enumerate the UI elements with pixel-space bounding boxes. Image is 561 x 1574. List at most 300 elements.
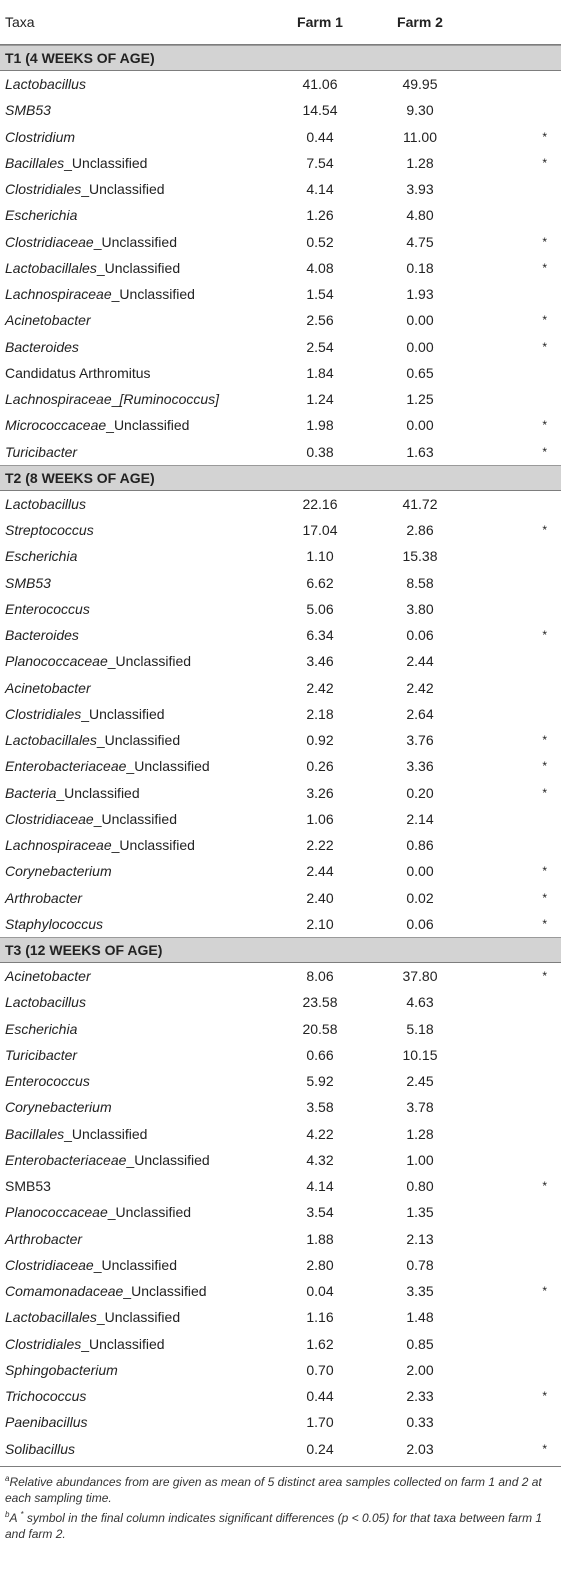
- farm-1-value: 0.24: [306, 1440, 334, 1457]
- table-row: [0, 1357, 561, 1383]
- table-row: [0, 858, 561, 884]
- farm-1-value: 4.14: [306, 181, 334, 198]
- section-header: T3 (12 WEEKS OF AGE): [0, 937, 561, 963]
- farm-2-value: 0.00: [406, 417, 434, 434]
- table-row: [0, 963, 561, 989]
- significance-marker: *: [542, 523, 547, 538]
- taxa-name: [0, 1257, 270, 1273]
- farm-2-value: 0.06: [406, 915, 434, 932]
- taxa-name: [0, 1073, 270, 1089]
- taxa-name: [0, 1231, 270, 1247]
- significance-marker: *: [542, 129, 547, 144]
- taxa-name: [0, 1178, 270, 1194]
- taxa-name-part: Planococcaceae: [5, 653, 108, 670]
- farm-1-value: 0.04: [306, 1283, 334, 1300]
- farm-2-value: 0.78: [406, 1256, 434, 1273]
- table-row: [0, 648, 561, 674]
- table-row: [0, 97, 561, 123]
- taxa-name-part: SMB53: [5, 1178, 51, 1195]
- significance-marker: *: [542, 969, 547, 984]
- taxa-name-part: Acinetobacter: [5, 312, 91, 329]
- taxa-name-part: _Unclassified: [107, 653, 192, 670]
- farm-2-value: 3.80: [406, 600, 434, 617]
- table-row: [0, 202, 561, 228]
- table-row: [0, 1409, 561, 1435]
- taxa-name: [0, 207, 270, 223]
- significance-marker: *: [542, 864, 547, 879]
- taxa-name: [0, 286, 270, 302]
- table-row: [0, 229, 561, 255]
- taxa-name-part: _Unclassified: [126, 1151, 210, 1168]
- taxa-name-part: Micrococcaceae: [5, 417, 107, 434]
- farm-1-value: 2.22: [306, 837, 334, 854]
- taxa-name-part: Bacteroides: [5, 338, 79, 355]
- taxa-name-part: Clostridiales: [5, 181, 82, 198]
- taxa-name-part: Candidatus Arthromitus: [5, 364, 151, 381]
- table-row: [0, 386, 561, 412]
- taxa-name: [0, 1204, 270, 1220]
- footnote-symbol: *: [20, 1509, 24, 1519]
- table-row: [0, 832, 561, 858]
- table-row: [0, 150, 561, 176]
- footnotes: [0, 1467, 561, 1543]
- significance-marker: *: [542, 1389, 547, 1404]
- farm-2-value: 3.35: [406, 1283, 434, 1300]
- farm-1-value: 6.34: [306, 627, 334, 644]
- farm-2-value: 4.80: [406, 207, 434, 224]
- table-row: [0, 1147, 561, 1173]
- farm-2-value: 3.93: [406, 181, 434, 198]
- farm-2-value: 10.15: [402, 1046, 438, 1063]
- taxa-name: [0, 391, 270, 407]
- taxa-name-part: Lactobacillus: [5, 76, 86, 93]
- farm-1-value: 0.38: [306, 443, 334, 460]
- taxa-name: [0, 76, 270, 92]
- taxa-name-part: Arthrobacter: [5, 889, 83, 906]
- taxa-name-part: Lactobacillales: [5, 732, 97, 749]
- farm-1-value: 1.88: [306, 1230, 334, 1247]
- farm-2-value: 2.44: [406, 653, 434, 670]
- taxa-name-part: _Unclassified: [106, 417, 190, 434]
- taxa-name-part: Enterobacteriaceae: [5, 1151, 127, 1168]
- taxa-name-part: Escherichia: [5, 548, 78, 565]
- table-row: [0, 911, 561, 937]
- table-row: [0, 622, 561, 648]
- taxa-name: [0, 758, 270, 774]
- taxa-name-part: Lactobacillales: [5, 259, 97, 276]
- farm-2-value: 1.25: [406, 391, 434, 408]
- farm-1-value: 14.54: [302, 102, 338, 119]
- header-farm-1: Farm 1: [297, 14, 343, 30]
- farm-1-value: 17.04: [302, 522, 338, 539]
- farm-1-value: 1.24: [306, 391, 334, 408]
- table-body: [0, 45, 561, 1462]
- farm-2-value: 9.30: [406, 102, 434, 119]
- table-row: [0, 1121, 561, 1147]
- taxa-name: [0, 732, 270, 748]
- taxa-name-part: Bacillales: [5, 154, 65, 171]
- taxa-name-part: Escherichia: [5, 1020, 78, 1037]
- section-header: T2 (8 WEEKS OF AGE): [0, 465, 561, 491]
- taxa-name-part: Staphylococcus: [5, 915, 104, 932]
- table-row: [0, 517, 561, 543]
- table-row: [0, 1331, 561, 1357]
- section-header: T1 (4 WEEKS OF AGE): [0, 45, 561, 71]
- taxa-name-part: Corynebacterium: [5, 863, 112, 880]
- farm-2-value: 2.00: [406, 1361, 434, 1378]
- significance-marker: *: [542, 444, 547, 459]
- farm-1-value: 1.62: [306, 1335, 334, 1352]
- taxa-name-part: Enterococcus: [5, 1073, 90, 1090]
- taxa-name: [0, 155, 270, 171]
- farm-1-value: 4.32: [306, 1151, 334, 1168]
- table-row: [0, 360, 561, 386]
- significance-marker: *: [542, 628, 547, 643]
- table-row: [0, 1304, 561, 1330]
- farm-1-value: 2.54: [306, 338, 334, 355]
- table-row: [0, 1042, 561, 1068]
- farm-1-value: 0.92: [306, 732, 334, 749]
- farm-1-value: 3.58: [306, 1099, 334, 1116]
- farm-2-value: 4.75: [406, 233, 434, 250]
- farm-2-value: 2.86: [406, 522, 434, 539]
- taxa-name: [0, 1388, 270, 1404]
- taxa-name: [0, 653, 270, 669]
- taxa-name-part: Clostridiaceae: [5, 233, 94, 250]
- table-row: [0, 806, 561, 832]
- table-row: [0, 885, 561, 911]
- farm-2-value: 1.48: [406, 1309, 434, 1326]
- taxa-name-part: Enterococcus: [5, 600, 90, 617]
- farm-1-value: 1.54: [306, 286, 334, 303]
- taxa-name-part: SMB53: [5, 574, 51, 591]
- farm-2-value: 11.00: [403, 128, 437, 145]
- taxa-name: [0, 1336, 270, 1352]
- farm-1-value: 0.52: [306, 233, 334, 250]
- farm-1-value: 5.06: [306, 600, 334, 617]
- farm-1-value: 3.26: [306, 784, 334, 801]
- taxa-name-part: Lachnospiraceae: [5, 391, 112, 408]
- significance-marker: *: [542, 916, 547, 931]
- taxa-name: [0, 706, 270, 722]
- taxa-name: [0, 312, 270, 328]
- table-row: [0, 596, 561, 622]
- table-row: [0, 1068, 561, 1094]
- taxa-name: [0, 575, 270, 591]
- significance-marker: *: [542, 1179, 547, 1194]
- farm-1-value: 5.92: [306, 1073, 334, 1090]
- farm-2-value: 0.00: [406, 338, 434, 355]
- farm-2-value: 2.42: [406, 679, 434, 696]
- taxa-name-part: Clostridiales: [5, 1335, 82, 1352]
- taxa-name: [0, 548, 270, 564]
- taxa-name: [0, 1152, 270, 1168]
- taxa-name: [0, 601, 270, 617]
- taxa-name-part: Clostridium: [5, 128, 76, 145]
- farm-2-value: 2.03: [406, 1440, 434, 1457]
- table-row: [0, 176, 561, 202]
- taxa-name-part: _Unclassified: [96, 259, 181, 276]
- farm-1-value: 1.26: [306, 207, 334, 224]
- farm-2-value: 3.36: [406, 758, 434, 775]
- taxa-name-part: _Unclassified: [81, 1335, 165, 1352]
- taxa-name-part: Bacteroides: [5, 627, 79, 644]
- farm-1-value: 22.16: [302, 495, 338, 512]
- taxa-name: [0, 994, 270, 1010]
- table-row: [0, 1199, 561, 1225]
- taxa-name: [0, 1441, 270, 1457]
- taxa-name-part: _Unclassified: [96, 1309, 181, 1326]
- taxa-name: [0, 1099, 270, 1115]
- table-row: [0, 1383, 561, 1409]
- table-row: [0, 124, 561, 150]
- table-row: [0, 281, 561, 307]
- farm-2-value: 49.95: [402, 76, 438, 93]
- taxa-name: [0, 1283, 270, 1299]
- taxa-name-part: Acinetobacter: [5, 679, 91, 696]
- footnote-marker: a: [5, 1473, 10, 1483]
- taxa-name-part: Solibacillus: [5, 1440, 76, 1457]
- taxa-name: [0, 1362, 270, 1378]
- farm-2-value: 2.14: [406, 810, 434, 827]
- farm-1-value: 0.44: [306, 1388, 334, 1405]
- footnote: [5, 1471, 556, 1507]
- farm-1-value: 1.10: [306, 548, 334, 565]
- table-row: [0, 1173, 561, 1199]
- farm-2-value: 2.13: [406, 1230, 434, 1247]
- table-row: [0, 1252, 561, 1278]
- taxa-name: [0, 1414, 270, 1430]
- farm-2-value: 2.64: [406, 705, 434, 722]
- farm-2-value: 4.63: [406, 994, 434, 1011]
- table-row: [0, 255, 561, 281]
- significance-marker: *: [542, 1441, 547, 1456]
- table-row: [0, 570, 561, 596]
- farm-2-value: 0.18: [406, 259, 434, 276]
- farm-2-value: 3.76: [406, 732, 434, 749]
- farm-2-value: 1.28: [406, 154, 434, 171]
- farm-2-value: 0.65: [406, 364, 434, 381]
- taxa-name-part: Enterobacteriaceae: [5, 758, 127, 775]
- header-farm-2: Farm 2: [397, 14, 443, 30]
- header-taxa: Taxa: [5, 14, 35, 30]
- farm-1-value: 2.42: [306, 679, 334, 696]
- taxa-name: [0, 522, 270, 538]
- taxa-name: [0, 916, 270, 932]
- significance-marker: *: [542, 155, 547, 170]
- farm-1-value: 4.22: [306, 1125, 334, 1142]
- taxa-name-part: Corynebacterium: [5, 1099, 112, 1116]
- taxa-name-part: _Unclassified: [81, 181, 165, 198]
- taxa-name: [0, 417, 270, 433]
- farm-2-value: 3.78: [406, 1099, 434, 1116]
- taxa-name-part: Clostridiaceae: [5, 1256, 94, 1273]
- farm-1-value: 2.18: [306, 705, 334, 722]
- taxa-name: [0, 811, 270, 827]
- taxa-name-part: _Unclassified: [126, 758, 210, 775]
- significance-marker: *: [542, 733, 547, 748]
- farm-2-value: 0.00: [406, 863, 434, 880]
- farm-2-value: 0.20: [406, 784, 434, 801]
- farm-1-value: 8.06: [306, 968, 334, 985]
- taxa-name: [0, 627, 270, 643]
- farm-1-value: 1.84: [306, 364, 334, 381]
- farm-2-value: 2.45: [406, 1073, 434, 1090]
- taxa-name: [0, 365, 270, 381]
- footnote-prefix: A: [9, 1510, 21, 1525]
- taxa-name-part: Comamonadaceae: [5, 1283, 124, 1300]
- taxa-name-part: _Unclassified: [111, 286, 195, 303]
- table-row: [0, 412, 561, 438]
- table-row: [0, 727, 561, 753]
- table-row: [0, 71, 561, 97]
- taxa-name-part: Streptococcus: [5, 522, 94, 539]
- farm-1-value: 6.62: [306, 574, 334, 591]
- farm-1-value: 0.70: [306, 1361, 334, 1378]
- farm-2-value: 1.35: [406, 1204, 434, 1221]
- table-row: [0, 753, 561, 779]
- taxa-name-part: _Unclassified: [107, 1204, 192, 1221]
- farm-1-value: 1.70: [306, 1414, 334, 1431]
- farm-2-value: 1.28: [406, 1125, 434, 1142]
- taxa-name-part: _Unclassified: [64, 154, 148, 171]
- table-row: [0, 701, 561, 727]
- taxa-name: [0, 496, 270, 512]
- taxa-name-part: _: [111, 391, 120, 408]
- farm-1-value: 7.54: [306, 154, 334, 171]
- taxa-name-part: Bacteria: [5, 784, 57, 801]
- table-row: [0, 1016, 561, 1042]
- taxa-name-part: Lachnospiraceae: [5, 286, 112, 303]
- table-row: [0, 1094, 561, 1120]
- farm-2-value: 41.72: [402, 495, 438, 512]
- farm-2-value: 0.06: [406, 627, 434, 644]
- table-row: [0, 491, 561, 517]
- taxa-name-part: Lactobacillus: [5, 994, 86, 1011]
- taxa-name-part: Clostridiaceae: [5, 810, 94, 827]
- farm-1-value: 1.06: [306, 810, 334, 827]
- significance-marker: *: [542, 785, 547, 800]
- farm-2-value: 0.85: [406, 1335, 434, 1352]
- table-row: [0, 543, 561, 569]
- taxa-name-part: Trichococcus: [5, 1388, 87, 1405]
- taxa-name: [0, 444, 270, 460]
- taxa-name-part: Lactobacillales: [5, 1309, 97, 1326]
- taxa-name: [0, 1021, 270, 1037]
- taxa-name-part: Clostridiales: [5, 705, 82, 722]
- farm-1-value: 20.58: [302, 1020, 338, 1037]
- taxa-name: [0, 785, 270, 801]
- farm-2-value: 2.33: [406, 1388, 434, 1405]
- significance-marker: *: [542, 418, 547, 433]
- taxa-name: [0, 1047, 270, 1063]
- farm-1-value: 1.98: [306, 417, 334, 434]
- taxa-name-part: [Ruminococcus]: [119, 391, 220, 408]
- taxa-name: [0, 260, 270, 276]
- taxa-name-part: SMB53: [5, 102, 51, 119]
- table-row: [0, 675, 561, 701]
- significance-marker: *: [542, 260, 547, 275]
- taxa-name-part: _Unclassified: [96, 732, 181, 749]
- taxa-name-part: Escherichia: [5, 207, 78, 224]
- farm-1-value: 2.10: [306, 915, 334, 932]
- significance-marker: *: [542, 313, 547, 328]
- taxa-name-part: Paenibacillus: [5, 1414, 88, 1431]
- farm-1-value: 1.16: [306, 1309, 334, 1326]
- taxa-name: [0, 1309, 270, 1325]
- taxa-name: [0, 863, 270, 879]
- taxa-name: [0, 968, 270, 984]
- farm-2-value: 37.80: [402, 968, 438, 985]
- taxa-name-part: Sphingobacterium: [5, 1361, 118, 1378]
- taxa-name: [0, 837, 270, 853]
- table-row: [0, 334, 561, 360]
- farm-2-value: 8.58: [406, 574, 434, 591]
- farm-2-value: 1.63: [406, 443, 434, 460]
- taxa-name-part: Lactobacillus: [5, 495, 86, 512]
- farm-2-value: 0.33: [406, 1414, 434, 1431]
- farm-2-value: 15.38: [402, 548, 438, 565]
- farm-1-value: 3.54: [306, 1204, 334, 1221]
- farm-2-value: 0.02: [406, 889, 434, 906]
- taxa-name-part: _Unclassified: [111, 837, 195, 854]
- taxa-name: [0, 1126, 270, 1142]
- significance-marker: *: [542, 759, 547, 774]
- taxa-name-part: Turicibacter: [5, 1046, 78, 1063]
- significance-marker: *: [542, 1284, 547, 1299]
- taxa-name-part: Bacillales: [5, 1125, 65, 1142]
- taxa-name: [0, 339, 270, 355]
- taxa-name-part: _Unclassified: [56, 784, 140, 801]
- footnote-marker: b: [5, 1509, 10, 1519]
- footnote: [5, 1507, 556, 1543]
- table-row: [0, 989, 561, 1015]
- footnote-text: Relative abundances from are given as mean of 5 distinct area samples collected on farm 1 and 2 at each sampling time.: [5, 1474, 542, 1506]
- significance-marker: *: [542, 339, 547, 354]
- taxa-name-part: Turicibacter: [5, 443, 78, 460]
- table-row: [0, 1436, 561, 1462]
- table-row: [0, 1278, 561, 1304]
- table-row: [0, 780, 561, 806]
- farm-1-value: 3.46: [306, 653, 334, 670]
- taxa-name-part: _Unclassified: [123, 1283, 207, 1300]
- significance-marker: *: [542, 234, 547, 249]
- farm-1-value: 23.58: [302, 994, 338, 1011]
- farm-2-value: 1.93: [406, 286, 434, 303]
- farm-1-value: 2.80: [306, 1256, 334, 1273]
- taxa-name: [0, 129, 270, 145]
- farm-2-value: 5.18: [406, 1020, 434, 1037]
- taxa-name-part: _Unclassified: [93, 1256, 177, 1273]
- taxa-name: [0, 680, 270, 696]
- table-row: [0, 439, 561, 465]
- taxa-name-part: Acinetobacter: [5, 968, 91, 985]
- taxa-name-part: _Unclassified: [64, 1125, 148, 1142]
- farm-1-value: 4.14: [306, 1178, 334, 1195]
- table-row: [0, 307, 561, 333]
- farm-1-value: 0.66: [306, 1046, 334, 1063]
- taxa-name: [0, 181, 270, 197]
- farm-1-value: 2.56: [306, 312, 334, 329]
- farm-2-value: 0.86: [406, 837, 434, 854]
- farm-1-value: 2.44: [306, 863, 334, 880]
- farm-1-value: 2.40: [306, 889, 334, 906]
- farm-2-value: 0.00: [406, 312, 434, 329]
- taxa-name: [0, 890, 270, 906]
- taxa-name-part: Planococcaceae: [5, 1204, 108, 1221]
- significance-marker: *: [542, 890, 547, 905]
- taxa-name: [0, 102, 270, 118]
